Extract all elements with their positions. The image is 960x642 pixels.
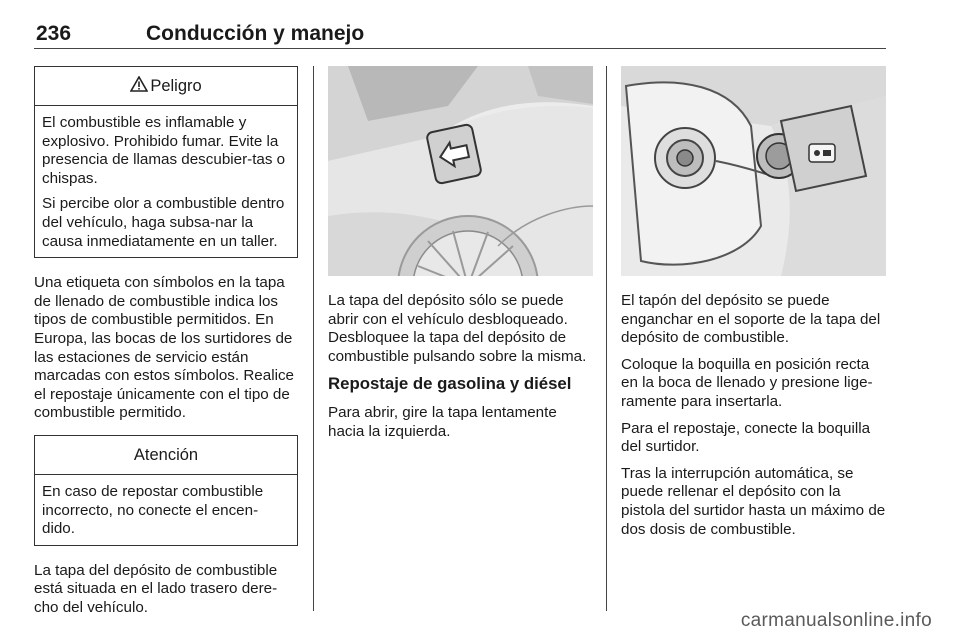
fuel-flap-location-paragraph: La tapa del depósito de combustible está situada en el lado trasero dere-cho del vehículo.: [34, 561, 278, 616]
page-header: [34, 20, 886, 49]
warning-triangle-icon: [130, 76, 148, 97]
danger-paragraph: El combustible es inflamable y explosivo. Prohibido fumar. Evite la presencia de llamas descubier-tas o chispas.: [42, 114, 286, 187]
danger-box-title: Peligro: [150, 76, 202, 95]
caution-paragraph: En caso de repostar combustible incorrecto, no conecte el encen-dido.: [42, 482, 264, 538]
column-3: [621, 66, 886, 547]
refill-paragraph: Tras la interrupción automática, se puede rellenar el depósito con la pistola del surtidor hasta un máximo de dos dosis de combustible.: [621, 464, 886, 538]
open-cap-paragraph: Para abrir, gire la tapa lentamente hacia la izquierda.: [328, 404, 557, 440]
watermark: carmanualsonline.info: [740, 610, 932, 631]
fuel-label-paragraph: Una etiqueta con símbolos en la tapa de llenado de combustible indica los tipos de combustible permitidos. En Europa, las bocas de los surtidores de las estaciones de servicio están marcadas con estos símbolos. Realice el repostaje únicamente con el tipo de combustible permitido.: [34, 274, 294, 422]
caution-box-header: [35, 436, 297, 475]
fuel-flap-unlock-paragraph: La tapa del depósito sólo se puede abrir con el vehículo desbloqueado. Desbloquee la tapa del depósito de combustible pulsando sobre la misma.: [328, 292, 587, 365]
danger-box-header: [35, 67, 297, 106]
caution-box: [34, 435, 298, 546]
fuel-cap-illustration: [621, 66, 886, 276]
column-divider: [606, 66, 607, 611]
column-2: [328, 66, 593, 450]
cap-holder-paragraph: El tapón del depósito se puede enganchar en el soporte de la tapa del depósito de combustible.: [621, 292, 881, 347]
caution-box-body: [35, 475, 297, 545]
section-heading: Repostaje de gasolina y diésel: [328, 374, 572, 394]
nozzle-insert-paragraph: Coloque la boquilla en posición recta en la boca de llenado y presione lige-ramente para insertarla.: [621, 355, 873, 410]
chapter-title: Conducción y manejo: [146, 22, 365, 45]
danger-box-body: [35, 106, 297, 257]
danger-paragraph: Si percibe olor a combustible dentro del vehículo, haga subsa-nar la causa inmediatamente en un taller.: [42, 195, 285, 250]
nozzle-connect-paragraph: Para el repostaje, conecte la boquilla del surtidor.: [621, 419, 871, 456]
page-number: 236: [36, 22, 72, 45]
column-1: [34, 66, 298, 625]
column-divider: [313, 66, 314, 611]
car-fuel-flap-illustration: [328, 66, 593, 276]
danger-box: [34, 66, 298, 258]
caution-box-title: Atención: [133, 445, 199, 464]
